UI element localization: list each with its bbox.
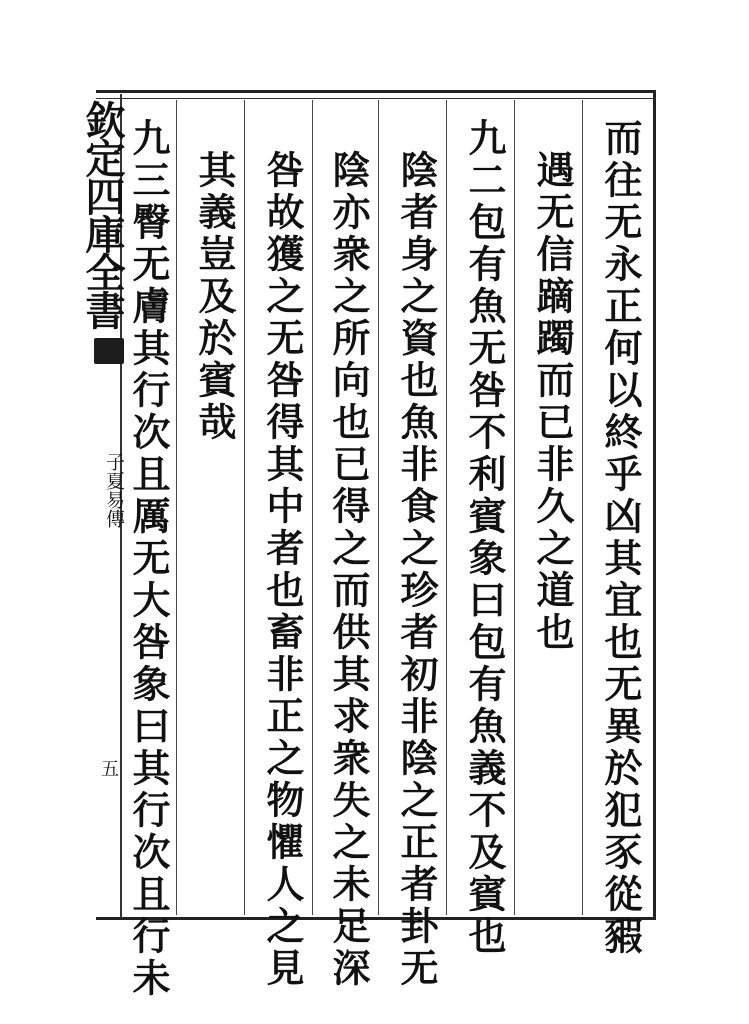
column-divider	[582, 100, 583, 915]
page-number: 五	[101, 759, 119, 780]
text-column-2: 遇无信蹢躅而已非久之道也	[530, 150, 575, 654]
text-column-3: 九二包有魚无咎不利賓象曰包有魚義不及賓也	[462, 118, 507, 958]
text-column-5: 陰亦衆之所向也已得之而供其求衆失之未足深	[326, 150, 371, 990]
text-column-6: 咎故獲之无咎得其中者也畜非正之物懼人之見	[260, 150, 305, 990]
column-divider	[514, 100, 515, 915]
column-divider	[378, 100, 379, 915]
column-divider	[446, 100, 447, 915]
frame-top-rule	[96, 98, 656, 99]
column-divider	[176, 100, 177, 915]
text-column-8: 九三臀无膚其行次且厲无大咎象曰其行次且行未	[126, 118, 171, 1000]
section-title: 子夏易傳	[103, 452, 125, 528]
column-divider	[244, 100, 245, 915]
text-column-7: 其義豈及於賓哉	[192, 150, 237, 444]
book-seal-mark	[94, 338, 124, 364]
text-column-1: 而往无永正何以終乎凶其宜也无異於犯豕從豭	[598, 118, 643, 958]
text-column-4: 陰者身之資也魚非食之珍者初非陰之正者卦无	[394, 150, 439, 990]
column-divider	[312, 100, 313, 915]
book-title: 欽定四庫全書	[79, 100, 126, 328]
